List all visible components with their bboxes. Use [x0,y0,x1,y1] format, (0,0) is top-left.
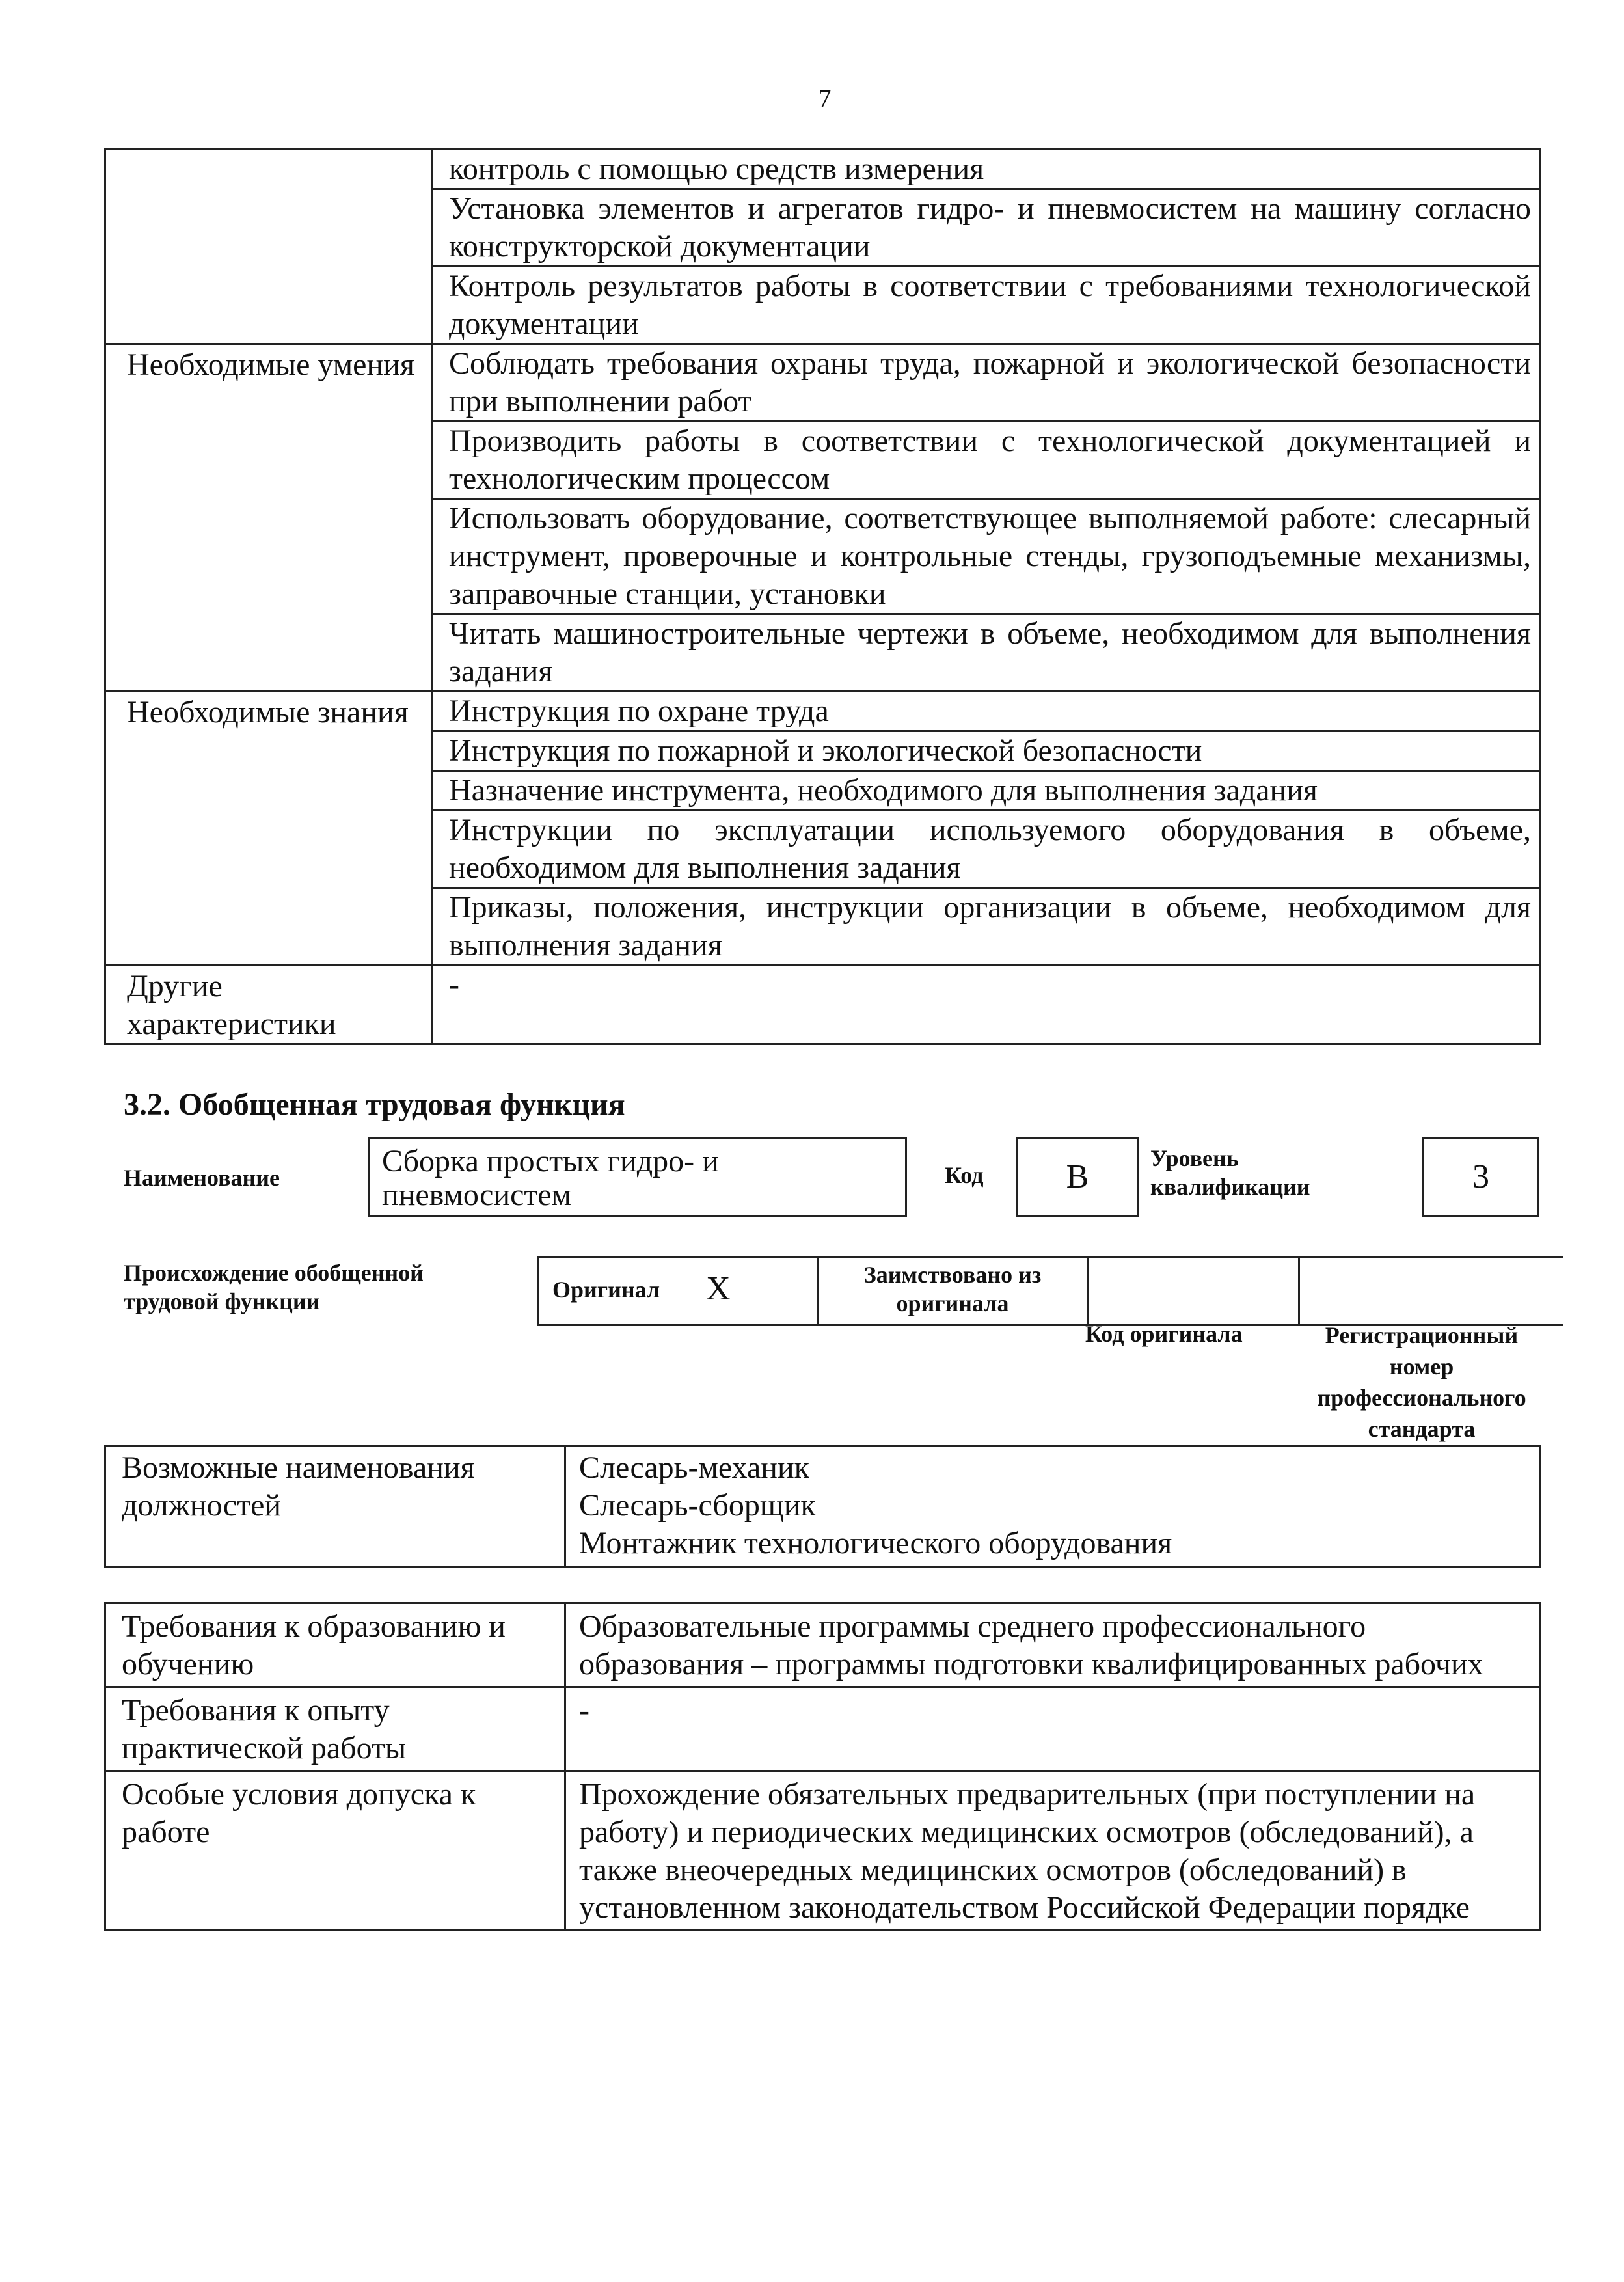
other-label: Другие характеристики [105,966,433,1044]
registration-caption: Регистрационный номер профессионального стандарта [1317,1322,1526,1442]
origin-label: Происхождение обобщенной трудовой функции [124,1260,424,1314]
code-value: B [1016,1137,1139,1217]
level-label: Уровень квалификации [1150,1145,1310,1200]
name-value: Сборка простых гидро- и пневмосистем [368,1137,907,1217]
table-row [105,1771,1540,1931]
level-value: 3 [1422,1137,1539,1217]
requirement-value: Прохождение обязательных предварительных (при поступлении на работу) и периодических медицинских осмотров (обследований), а также внеочередных медицинских осмотров (обследований) в установленном законодательством Российской Федерации порядке [565,1771,1540,1931]
positions-table [104,1445,1541,1568]
requirement-label: Требования к опыту практической работы [105,1687,565,1771]
section-heading: 3.2. Обобщенная трудовая функция [124,1087,625,1122]
requirement-label: Особые условия допуска к работе [105,1771,565,1931]
origin-table [537,1256,1563,1326]
page-number: 7 [818,84,832,113]
list-item: контроль с помощью средств измерения [433,150,1540,189]
list-item: Использовать оборудование, соответствующее выполняемой работе: слесарный инструмент, проверочные и контрольные стенды, грузоподъемные механизмы, заправочные станции, установки [433,499,1540,614]
empty-label-cell [105,150,433,344]
requirements-table [104,1602,1541,1931]
table-row [539,1257,1563,1325]
list-item: Монтажник технологического оборудования [579,1526,1172,1560]
original-cell [539,1257,818,1325]
borrowed-label: Заимствовано из оригинала [818,1257,1088,1325]
list-item: Назначение инструмента, необходимого для выполнения задания [433,771,1540,811]
table-row [105,344,1540,422]
requirement-value: - [565,1687,1540,1771]
table-row [105,150,1540,189]
list-item: Слесарь-механик [579,1450,809,1485]
skills-label: Необходимые умения [105,344,433,692]
list-item: Соблюдать требования охраны труда, пожарной и экологической безопасности при выполнении работ [433,344,1540,422]
list-item: Производить работы в соответствии с технологической документацией и технологическим процессом [433,422,1540,499]
list-item: Слесарь-сборщик [579,1488,816,1523]
list-item: Установка элементов и агрегатов гидро- и пневмосистем на машину согласно конструкторской документации [433,189,1540,267]
list-item: Инструкции по эксплуатации используемого оборудования в объеме, необходимом для выполнения задания [433,811,1540,888]
original-code-cell [1088,1257,1299,1325]
original-label: Оригинал [552,1277,660,1303]
list-item: Приказы, положения, инструкции организации в объеме, необходимом для выполнения задания [433,888,1540,966]
table-row [105,1687,1540,1771]
requirement-value: Образовательные программы среднего профессионального образования – программы подготовки квалифицированных рабочих [565,1603,1540,1687]
other-value: - [433,966,1540,1044]
table-row [105,1446,1540,1568]
name-label: Наименование [124,1165,280,1191]
requirement-label: Требования к образованию и обучению [105,1603,565,1687]
table-row [105,1603,1540,1687]
code-caption: Код оригинала [1085,1321,1243,1347]
table-row [105,692,1540,731]
list-item: Читать машиностроительные чертежи в объеме, необходимом для выполнения задания [433,614,1540,692]
knowledge-label: Необходимые знания [105,692,433,966]
positions-label: Возможные наименования должностей [105,1446,565,1568]
registration-number-cell [1299,1257,1563,1325]
skills-knowledge-table [104,148,1541,1045]
code-label: Код [945,1162,984,1188]
original-mark: X [706,1270,731,1307]
positions-list [565,1446,1540,1568]
list-item: Контроль результатов работы в соответствии с требованиями технологической документации [433,267,1540,344]
list-item: Инструкция по охране труда [433,692,1540,731]
list-item: Инструкция по пожарной и экологической безопасности [433,731,1540,771]
table-row [105,966,1540,1044]
